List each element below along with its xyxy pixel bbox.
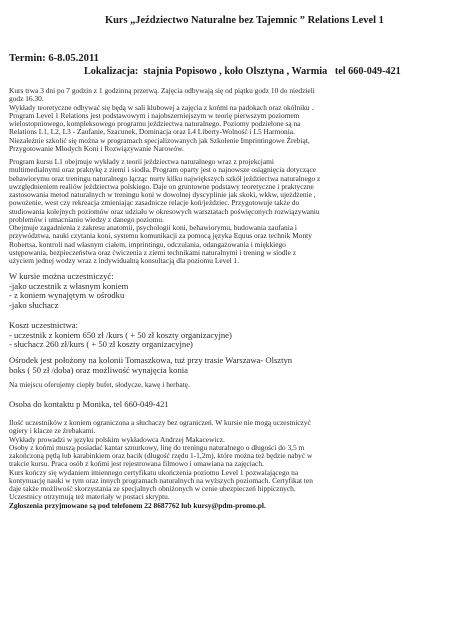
text-line: kontynuację nauki w tym oraz innych programach naturalnych na wyższych poziomach. Certyfikat ten bbox=[9, 475, 313, 485]
text-line: zastosowania metod naturalnych w treningu koni w dowolnej dyscyplinie jak skoki, wkkw, ujeżdżenie , bbox=[9, 190, 316, 199]
text-line: Kurs kończy się wydaniem imiennego certyfikatu ukończenia poziomu Level 1 pozwalającego na bbox=[9, 467, 299, 477]
rules-paragraph bbox=[9, 419, 457, 510]
registration-info: Zgłoszenia przyjmowane są pod telefonem 22 8687762 lub kursy@pdm-promo.pl. bbox=[9, 500, 266, 510]
participation-list bbox=[9, 272, 457, 310]
text-line: trakcie kursu. Praca osób z końmi jest rejestrowana filmowo i omawiana na zajęciach. bbox=[9, 459, 264, 469]
list-item: - z koniem wynajętym w ośrodku bbox=[9, 290, 125, 300]
course-location bbox=[84, 66, 401, 78]
program-paragraph bbox=[9, 158, 457, 265]
text-line: Obejmuje zagadnienia z zakresu anatomii, psychologii koni, behawiorymu, budowania zaufania i bbox=[9, 223, 297, 232]
text-line: Program Level 1 Relations jest podstawowym i najobszerniejszym w teorię pierwszym poziomem bbox=[9, 110, 300, 120]
text-line: problemów i umacnianiu wiedzy z danego poziomu. bbox=[9, 214, 164, 224]
list-item: -jako słuchacz bbox=[9, 299, 59, 310]
location-phone: tel 660-049-421 bbox=[334, 66, 401, 77]
catering-info bbox=[9, 381, 457, 389]
text-line: boks ( 50 zł /doba) oraz możliwość wynajęcia konia bbox=[9, 364, 188, 375]
text-line: wielostopniowego, kompleksowego programu jeździectwa naturalnego. Poziomy podzielone są na bbox=[9, 119, 301, 128]
text-line: Przygotowanie Młodych Koni i Rozwiązywanie Narowów. bbox=[9, 143, 184, 153]
text-line: Uczestnicy otrzymują też materiały w postaci skryptu. bbox=[9, 492, 170, 502]
text-line: powożenie, west czy rekreacja zmieniając zasadnicze relacje koń/jeździec. Przygotowuje także do bbox=[9, 198, 300, 208]
location-place: stajnia Popisowo , koło Olsztyna , Warmia bbox=[143, 66, 328, 77]
text-line: Ilość uczestników z koniem ograniczona a słuchaczy bez ograniczeń. W kursie nie mogą uczestniczyć bbox=[9, 418, 311, 427]
contact-person: Osoba do kontaktu p Monika, tel 660-049-421 bbox=[9, 399, 169, 409]
text-line: Wykłady teoretyczne odbywać się będą w sali klubowej a zajęcia z końmi na padokach oraz okólniku . bbox=[9, 102, 314, 112]
list-item: - słuchacz 260 zł/kurs ( + 50 zł koszty organizacyjne) bbox=[9, 339, 193, 349]
text-line: Osoby z końmi muszą posiadać kantar sznurkowy, linę do treningu naturalnego o długości do 3,5 m bbox=[9, 442, 305, 452]
cost-list bbox=[9, 321, 457, 350]
text-line: studiowania kolejnych poziomów oraz udziału w okresowych warsztatach poświęconych rozwiązywaniu bbox=[9, 206, 320, 216]
text-line: ogiery i klacze ze źrebakami. bbox=[9, 426, 96, 436]
location-label: Lokalizacja: bbox=[84, 66, 139, 77]
text-line: Kurs trwa 3 dni po 7 godzin z 1 godzinną przerwą. Zajęcia odbywają się od piątku godz 10 do niedzieli bbox=[9, 86, 315, 95]
text-line: behawiorymu oraz treningu naturalnego łącząc nurty kilku największych szkół jeździectwa naturalnego z bbox=[9, 173, 321, 183]
text-line: Program kursu L1 obejmuje wykłady z teorii jeździectwa naturalnego wraz z projekcjami bbox=[9, 157, 274, 166]
text-line: Niezależnie szkolić się można w programach specjalizowanych jak Szkolenie Imprintingowe Źrebiąt, bbox=[9, 135, 310, 145]
text-line: Ośrodek jest położony na kolonii Tomaszkowa, tuż przy trasie Warszawa- Olsztyn bbox=[9, 355, 293, 365]
text-line: Wykłady prowadzi w języku polskim wykładowca Andrzej Makacewicz. bbox=[9, 434, 225, 444]
text-line: przywództwa, nauki czytania koni, systemu komunikacji za pomocą języka Equus oraz technik Monty bbox=[9, 231, 312, 241]
text-line: uwzględnieniem realiów jeździectwa polskiego. Daje on gruntowne podstawy teoretyczne i praktyczne bbox=[9, 181, 314, 191]
text-line: daje także możliwość skorzystania ze specjalnych obniżonych w cenie ubezpieczeń hippicznych. bbox=[9, 484, 296, 493]
list-item: - uczestnik z koniem 650 zł /kurs ( + 50 zł koszty organizacyjne) bbox=[9, 329, 232, 340]
text-line: multimedialnymi oraz praktykę z ziemi i siodła. Program oparty jest o najnowsze osiągnięcia dotyczące bbox=[9, 165, 317, 175]
text-line: zakończoną pętlą lub karabinkiem oraz bacik (długość rzędu 1-1,2m), które można też będzie nabyć w bbox=[9, 451, 313, 460]
text-line: użyciem jednej wodzy wraz z indywidualną konsultacją dla poziomu Level 1. bbox=[9, 256, 240, 265]
contact-info bbox=[9, 400, 457, 410]
intro-paragraph bbox=[9, 87, 457, 153]
text-line: godz 16.30. bbox=[9, 94, 44, 104]
text-line: Relations L1, L2, L3 - Zaufanie, Szacunek, Dominacja oraz L4 Liberty-Wolność i L5 Harmonia. bbox=[9, 127, 295, 137]
text-line: Robertsa, kontroli nad własnym ciałem, imprintingu, odczulania, odangażowania i miękkiego bbox=[9, 239, 286, 249]
list-item: -jako uczestnik z własnym koniem bbox=[9, 280, 129, 291]
list-heading: Koszt uczestnictwa: bbox=[9, 320, 78, 330]
course-title: Kurs „Jeździectwo Naturalne bez Tajemnic ” Relations Level 1 bbox=[105, 15, 384, 26]
list-heading: W kursie można uczestniczyć: bbox=[9, 271, 114, 281]
course-date: Termin: 6-8.05.2011 bbox=[9, 53, 99, 64]
facility-info bbox=[9, 356, 457, 375]
text-line: ustępowania, bezpieczeństwa oraz ćwiczenia z ziemi technikami naturalnymi i trening w siodle z bbox=[9, 247, 297, 257]
text-line: Na miejscu oferujemy ciepły bufet, słodycze, kawę i herbatę. bbox=[9, 380, 190, 389]
